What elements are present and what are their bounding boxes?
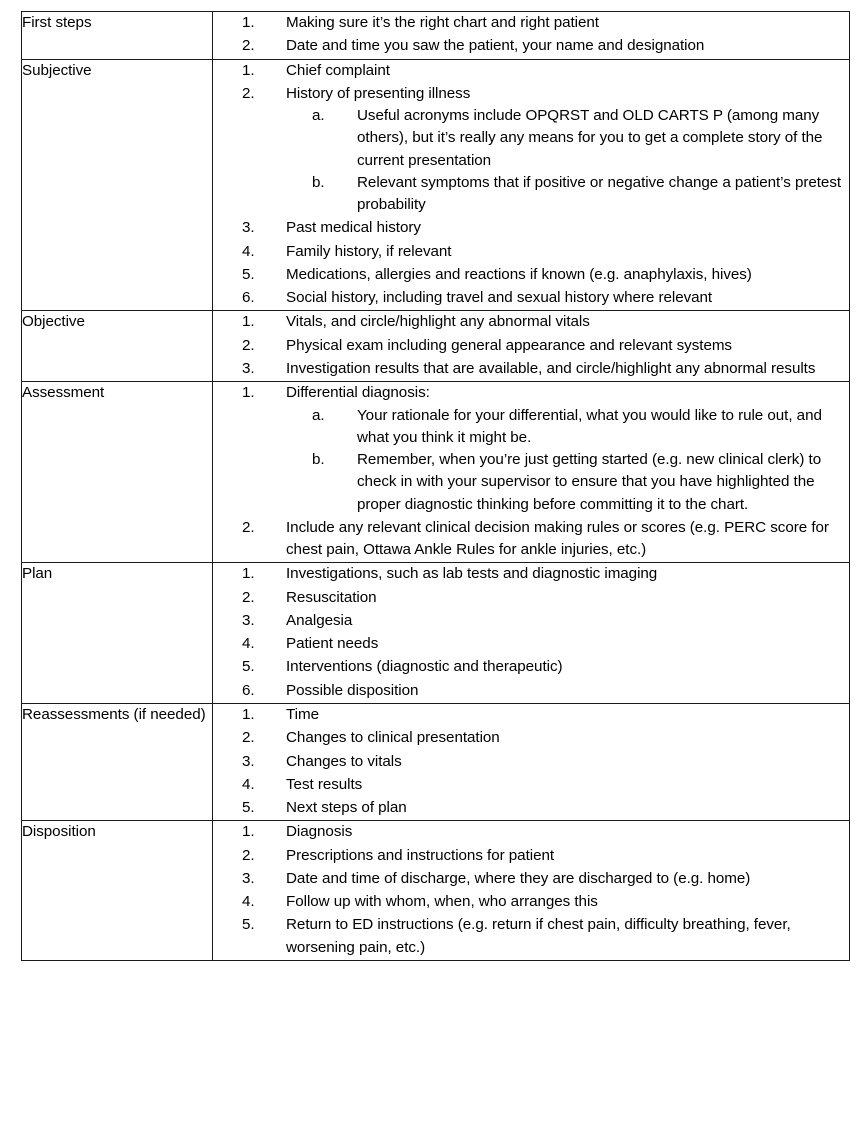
list-marker: 1. [242, 705, 255, 723]
list-marker: 1. [242, 313, 255, 331]
list-marker: 5. [242, 799, 255, 817]
list-marker: 4. [242, 775, 255, 793]
list-item-text: Follow up with whom, when, who arranges this [286, 893, 598, 911]
list-marker: 1. [242, 384, 255, 402]
list-marker: 4. [242, 635, 255, 653]
list-item [213, 704, 849, 726]
ordered-list [213, 704, 849, 819]
list-item [213, 83, 849, 217]
section-content-cell [213, 382, 850, 563]
list-item [213, 12, 849, 34]
list-marker: 2. [242, 846, 255, 864]
list-item-text: Interventions (diagnostic and therapeutic) [286, 658, 563, 676]
list-item [213, 610, 849, 632]
table-row [22, 563, 850, 704]
section-label: Reassessments (if needed) [22, 705, 206, 723]
list-item-text: Date and time you saw the patient, your name and designation [286, 37, 705, 55]
sublist-marker: a. [312, 107, 325, 125]
sublist-item [286, 449, 849, 516]
list-item-text: Changes to vitals [286, 752, 402, 770]
table-row [22, 311, 850, 382]
list-marker: 4. [242, 893, 255, 911]
list-marker: 5. [242, 658, 255, 676]
list-marker: 2. [242, 84, 255, 102]
section-label-cell [22, 59, 213, 311]
section-content-cell [213, 311, 850, 382]
sublist-item-text: Relevant symptoms that if positive or negative change a patient’s pretest probability [357, 173, 842, 214]
ordered-list [213, 563, 849, 702]
list-item-text: Chief complaint [286, 61, 390, 79]
list-marker: 1. [242, 14, 255, 31]
list-item [213, 891, 849, 913]
table-row [22, 12, 850, 60]
sublist-marker: b. [312, 451, 325, 469]
table-row [22, 703, 850, 820]
sublist-item-text: Useful acronyms include OPQRST and OLD CARTS P (among many others), but it’s really any means for you to get a complete story of the current presentation [357, 107, 823, 169]
list-item-text: Resuscitation [286, 588, 377, 606]
section-label: Plan [22, 565, 53, 583]
list-item [213, 311, 849, 333]
table-row [22, 382, 850, 563]
list-marker: 5. [242, 916, 255, 934]
list-item [213, 241, 849, 263]
list-item [213, 821, 849, 843]
list-marker: 6. [242, 289, 255, 307]
list-marker: 1. [242, 61, 255, 79]
list-marker: 4. [242, 242, 255, 260]
list-item-text: History of presenting illness [286, 84, 471, 102]
list-item-text: Diagnosis [286, 823, 353, 841]
list-item-text: Physical exam including general appearance and relevant systems [286, 336, 732, 354]
list-item [213, 35, 849, 57]
list-item-text: Vitals, and circle/highlight any abnormal vitals [286, 313, 590, 331]
section-label: Assessment [22, 384, 105, 402]
list-marker: 3. [242, 869, 255, 887]
ordered-list [213, 821, 849, 959]
section-label-cell [22, 703, 213, 820]
list-item-text: Changes to clinical presentation [286, 729, 500, 747]
list-item [213, 335, 849, 357]
list-item [213, 287, 849, 309]
section-label: First steps [22, 14, 92, 31]
list-item-text: Differential diagnosis: [286, 384, 430, 402]
table-body [22, 12, 850, 961]
section-content-cell [213, 12, 850, 60]
list-item [213, 868, 849, 890]
list-item [213, 774, 849, 796]
sublist-item [286, 105, 849, 172]
section-label-cell [22, 821, 213, 961]
sublist-marker: b. [312, 173, 325, 191]
list-item-text: Return to ED instructions (e.g. return if chest pain, difficulty breathing, fever, worsening pain, etc.) [286, 916, 791, 956]
section-content-cell [213, 59, 850, 311]
list-item [213, 264, 849, 286]
section-label-cell [22, 12, 213, 60]
list-item-text: Family history, if relevant [286, 242, 452, 260]
list-item [213, 797, 849, 819]
list-item-text: Making sure it’s the right chart and right patient [286, 14, 599, 31]
list-marker: 6. [242, 681, 255, 699]
list-item-text: Medications, allergies and reactions if known (e.g. anaphylaxis, hives) [286, 265, 752, 283]
list-marker: 2. [242, 729, 255, 747]
section-label-cell [22, 311, 213, 382]
ordered-list [213, 60, 849, 310]
list-item-text: Prescriptions and instructions for patient [286, 846, 555, 864]
list-item-text: Investigations, such as lab tests and diagnostic imaging [286, 565, 658, 583]
list-item [213, 680, 849, 702]
list-item [213, 845, 849, 867]
list-marker: 2. [242, 518, 255, 536]
section-content-cell [213, 821, 850, 961]
sublist-item [286, 405, 849, 450]
list-item-text: Social history, including travel and sexual history where relevant [286, 289, 713, 307]
sublist-item-text: Your rationale for your differential, what you would like to rule out, and what you think it might be. [357, 406, 822, 446]
section-label-cell [22, 563, 213, 704]
sublist-item-text: Remember, when you’re just getting started (e.g. new clinical clerk) to check in with your supervisor to ensure that you have highlighted the proper diagnostic thinking before committing it to the chart. [357, 451, 822, 513]
sublist-item [286, 172, 849, 217]
section-label: Subjective [22, 61, 92, 79]
list-marker: 3. [242, 611, 255, 629]
ordered-list [213, 12, 849, 58]
list-item [213, 914, 849, 959]
section-label-cell [22, 382, 213, 563]
list-item-text: Analgesia [286, 611, 353, 629]
list-marker: 3. [242, 219, 255, 237]
soap-charting-table [21, 11, 850, 961]
list-item [213, 727, 849, 749]
list-item [213, 633, 849, 655]
list-marker: 5. [242, 265, 255, 283]
list-marker: 3. [242, 359, 255, 377]
list-marker: 3. [242, 752, 255, 770]
list-item-text: Next steps of plan [286, 799, 407, 817]
list-item [213, 587, 849, 609]
ordered-sublist [286, 105, 849, 216]
list-item-text: Possible disposition [286, 681, 419, 699]
ordered-list [213, 382, 849, 561]
ordered-sublist [286, 405, 849, 516]
sublist-marker: a. [312, 406, 325, 424]
list-marker: 2. [242, 37, 255, 55]
section-content-cell [213, 563, 850, 704]
list-item [213, 563, 849, 585]
section-content-cell [213, 703, 850, 820]
list-marker: 2. [242, 336, 255, 354]
list-item [213, 382, 849, 516]
list-item-text: Time [286, 705, 319, 723]
list-item [213, 656, 849, 678]
list-item [213, 358, 849, 380]
table-row [22, 821, 850, 961]
list-marker: 1. [242, 565, 255, 583]
list-item [213, 60, 849, 82]
list-item [213, 751, 849, 773]
list-item-text: Test results [286, 775, 363, 793]
ordered-list [213, 311, 849, 380]
table-row [22, 59, 850, 311]
list-item [213, 217, 849, 239]
section-label: Objective [22, 313, 85, 331]
list-item-text: Past medical history [286, 219, 421, 237]
list-marker: 1. [242, 823, 255, 841]
list-item-text: Date and time of discharge, where they are discharged to (e.g. home) [286, 869, 751, 887]
list-item-text: Patient needs [286, 635, 379, 653]
list-item-text: Investigation results that are available, and circle/highlight any abnormal results [286, 359, 816, 377]
list-item [213, 517, 849, 562]
section-label: Disposition [22, 823, 96, 841]
list-marker: 2. [242, 588, 255, 606]
list-item-text: Include any relevant clinical decision making rules or scores (e.g. PERC score for chest pain, Ottawa Ankle Rules for ankle injuries, etc.) [286, 518, 829, 559]
